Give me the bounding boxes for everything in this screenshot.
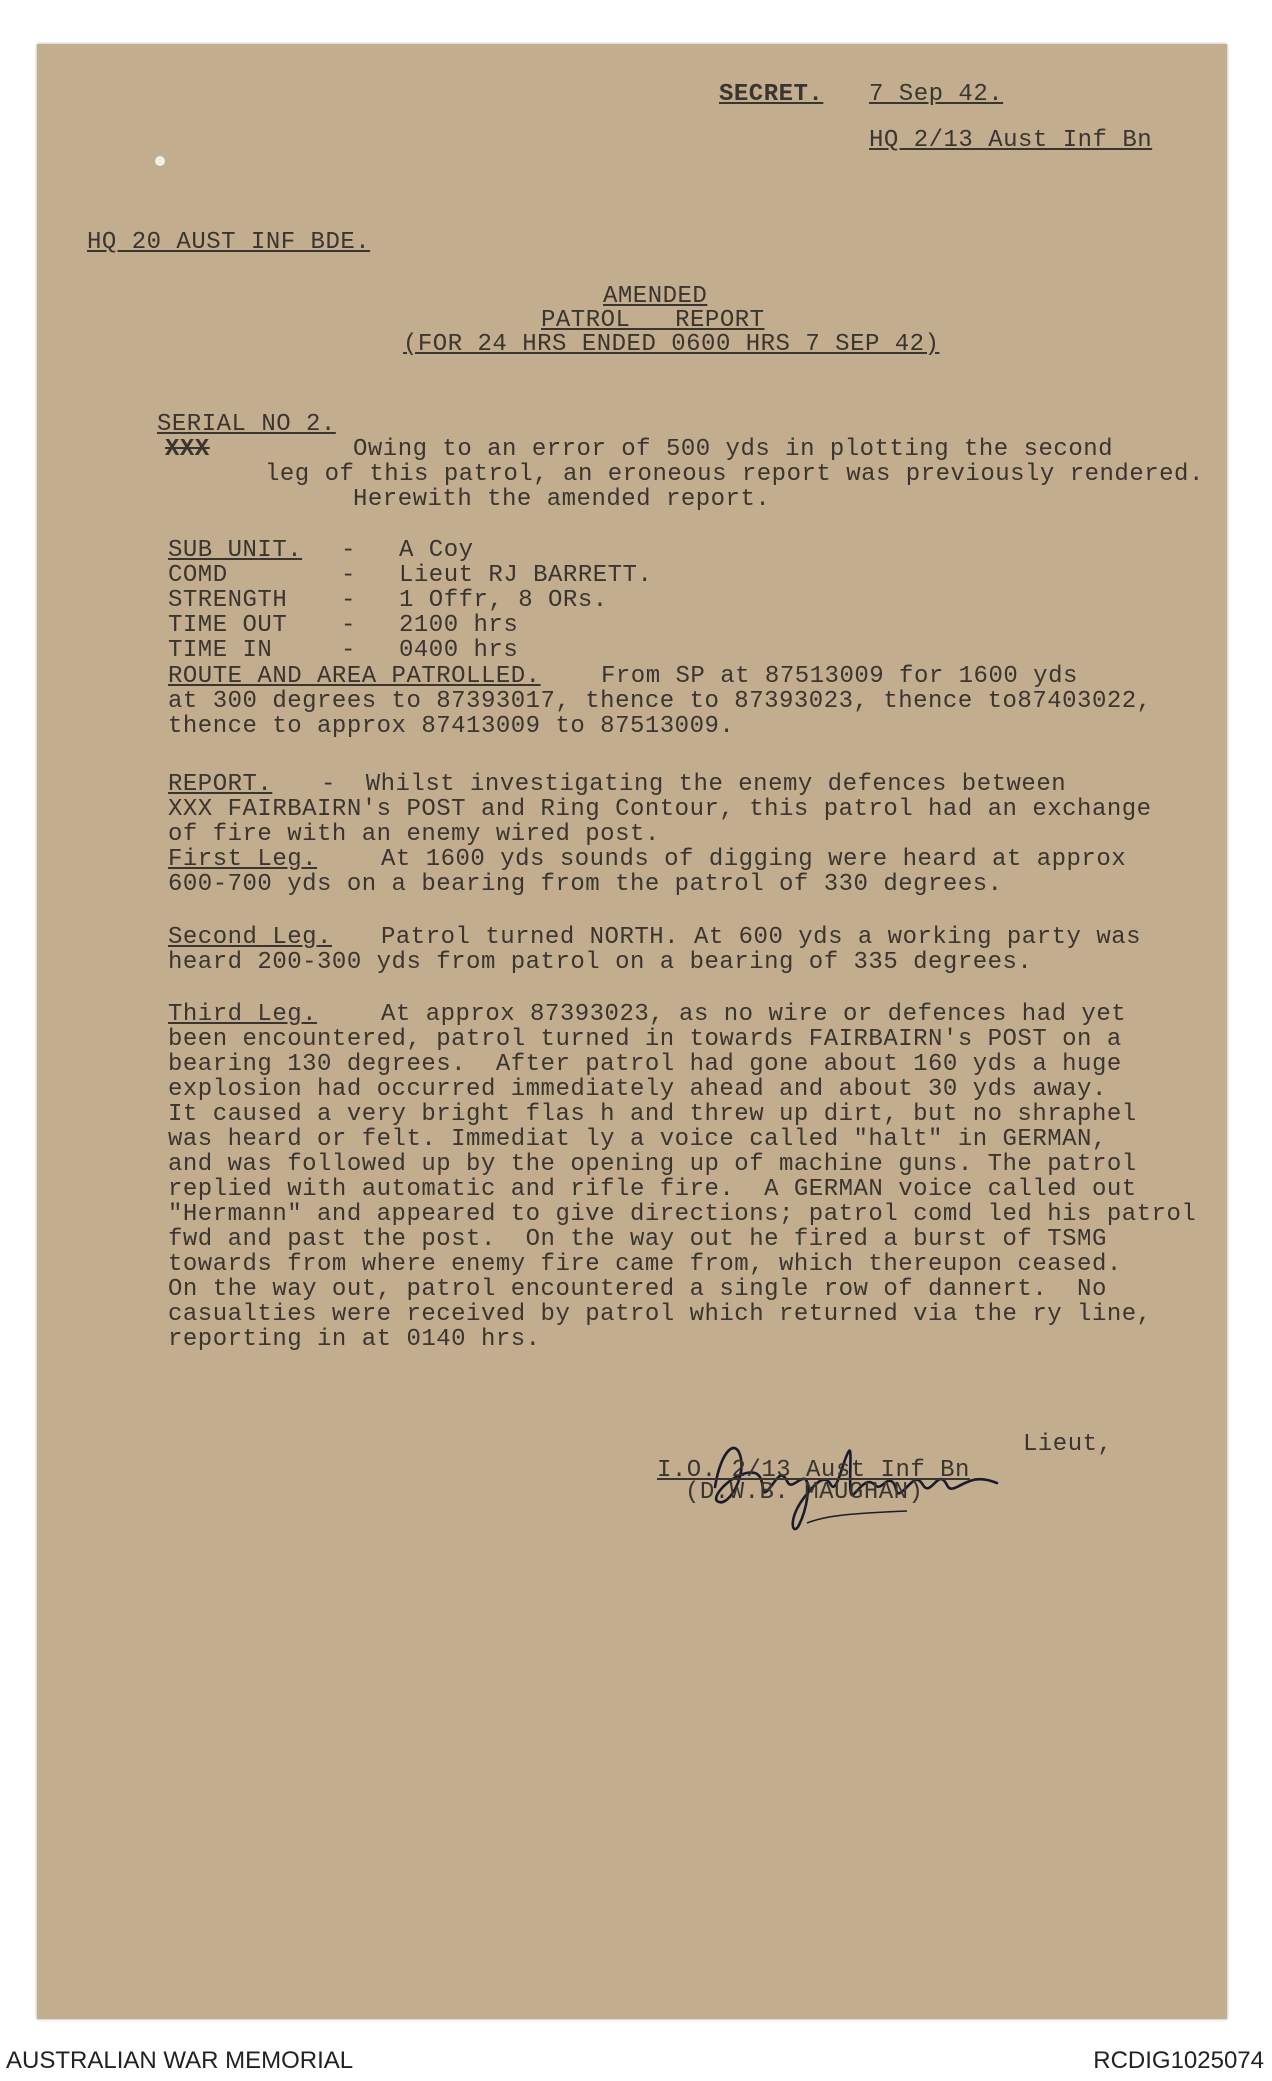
signatory-name: (D.W.B. MAUGHAN): [685, 1479, 924, 1506]
detail-value: 1 Offr, 8 ORs.: [399, 587, 608, 614]
third-leg-line: casualties were received by patrol which returned via the ry line,: [168, 1301, 1152, 1328]
detail-value: A Coy: [399, 537, 474, 564]
third-leg-line: "Hermann" and appeared to give directions; patrol comd led his patrol: [168, 1201, 1197, 1228]
route-line: From SP at 87513009 for 1600 yds: [601, 663, 1078, 690]
third-leg-line: It caused a very bright flas h and threw up dirt, but no shraphel: [168, 1101, 1137, 1128]
third-leg-line: At approx 87393023, as no wire or defences had yet: [381, 1001, 1127, 1028]
detail-dash: -: [341, 587, 356, 614]
signatory-appointment: I.O. 2/13 Aust Inf Bn: [657, 1457, 970, 1484]
second-leg-label: Second Leg.: [168, 924, 332, 951]
title-amended: AMENDED: [603, 283, 708, 310]
detail-value: 0400 hrs: [399, 637, 519, 664]
detail-dash: -: [341, 537, 356, 564]
third-leg-line: bearing 130 degrees. After patrol had gone about 160 yds a huge: [168, 1051, 1122, 1078]
route-label: ROUTE AND AREA PATROLLED.: [168, 663, 541, 690]
from-unit: HQ 2/13 Aust Inf Bn: [869, 127, 1153, 154]
report-line: - Whilst investigating the enemy defences between: [321, 771, 1067, 798]
archive-reference: RCDIG1025074: [1093, 2047, 1264, 2074]
archive-credit: AUSTRALIAN WAR MEMORIAL: [6, 2047, 354, 2074]
third-leg-line: was heard or felt. Immediat ly a voice called "halt" in GERMAN,: [168, 1126, 1107, 1153]
second-leg-line: heard 200-300 yds from patrol on a bearing of 335 degrees.: [168, 949, 1033, 976]
detail-key: STRENGTH: [168, 587, 288, 614]
third-leg-line: and was followed up by the opening up of machine guns. The patrol: [168, 1151, 1137, 1178]
third-leg-line: fwd and past the post. On the way out he fired a burst of TSMG: [168, 1226, 1107, 1253]
serial-label: SERIAL NO 2.: [157, 411, 336, 438]
title-patrol-report: PATROL REPORT: [541, 307, 765, 334]
third-leg-label: Third Leg.: [168, 1001, 318, 1028]
classification: SECRET.: [719, 81, 824, 108]
intro-line: leg of this patrol, an eroneous report was previously rendered.: [265, 461, 1204, 488]
third-leg-line: On the way out, patrol encountered a single row of dannert. No: [168, 1276, 1107, 1303]
struck-text: XXX: [165, 436, 210, 463]
intro-line: Owing to an error of 500 yds in plotting the second: [353, 436, 1114, 463]
intro-line: Herewith the amended report.: [353, 486, 771, 513]
title-period: (FOR 24 HRS ENDED 0600 HRS 7 SEP 42): [403, 331, 940, 358]
third-leg-line: been encountered, patrol turned in towards FAIRBAIRN's POST on a: [168, 1026, 1122, 1053]
third-leg-line: replied with automatic and rifle fire. A GERMAN voice called out: [168, 1176, 1137, 1203]
detail-key: TIME OUT: [168, 612, 288, 639]
punch-mark: [155, 156, 165, 166]
document-sheet: [37, 44, 1227, 2019]
first-leg-line: At 1600 yds sounds of digging were heard at approx: [381, 846, 1127, 873]
first-leg-label: First Leg.: [168, 846, 318, 873]
route-line: thence to approx 87413009 to 87513009.: [168, 713, 735, 740]
detail-dash: -: [341, 562, 356, 589]
report-line: of fire with an enemy wired post.: [168, 821, 660, 848]
detail-key: TIME IN: [168, 637, 273, 664]
report-label: REPORT.: [168, 771, 273, 798]
second-leg-line: Patrol turned NORTH. At 600 yds a working party was: [381, 924, 1142, 951]
detail-dash: -: [341, 612, 356, 639]
first-leg-line: 600-700 yds on a bearing from the patrol of 330 degrees.: [168, 871, 1003, 898]
signatory-rank: Lieut,: [1023, 1431, 1113, 1458]
third-leg-line: reporting in at 0140 hrs.: [168, 1326, 541, 1353]
to-unit: HQ 20 AUST INF BDE.: [87, 229, 371, 256]
route-line: at 300 degrees to 87393017, thence to 87393023, thence to87403022,: [168, 688, 1152, 715]
detail-value: 2100 hrs: [399, 612, 519, 639]
detail-value: Lieut RJ BARRETT.: [399, 562, 653, 589]
detail-dash: -: [341, 637, 356, 664]
third-leg-line: explosion had occurred immediately ahead and about 30 yds away.: [168, 1076, 1107, 1103]
report-line: XXX FAIRBAIRN's POST and Ring Contour, this patrol had an exchange: [168, 796, 1152, 823]
third-leg-line: towards from where enemy fire came from, which thereupon ceased.: [168, 1251, 1122, 1278]
detail-key: SUB UNIT.: [168, 537, 303, 564]
detail-key: COMD: [168, 562, 228, 589]
report-date: 7 Sep 42.: [869, 81, 1004, 108]
